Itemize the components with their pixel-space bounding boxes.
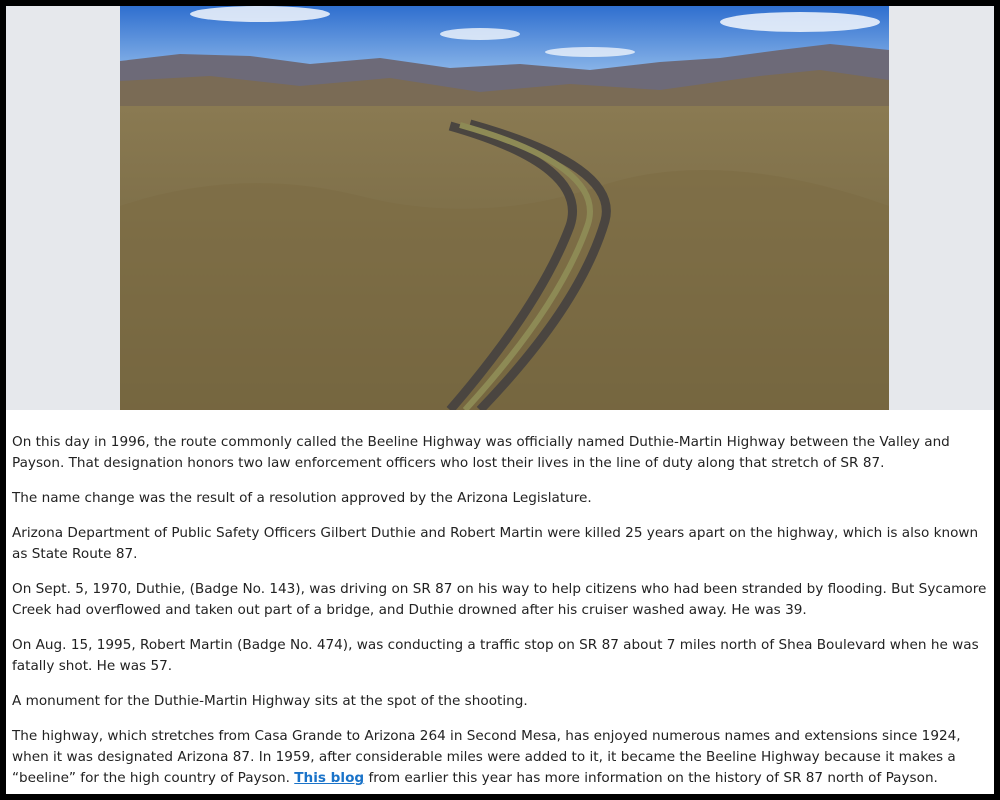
paragraph-monument: A monument for the Duthie-Martin Highway sits at the spot of the shooting. [12, 693, 528, 709]
paragraph-martin: On Aug. 15, 1995, Robert Martin (Badge No. 474), was conducting a traffic stop on SR 87 about 7 miles north of Shea Boulevard when he was fatally shot. He was 57. [12, 637, 979, 674]
history-text-after: from earlier this year has more information on the history of SR 87 north of Payson. [364, 770, 938, 786]
history-text-before: The highway, which stretches from Casa Grande to Arizona 264 in Second Mesa, has enjoyed numerous names and extensions since 1924, when it was designated Arizona 87. In 1959, after considerable miles were added to it, it became the Beeline Highway because it makes a “beeline” for the high country of Payson. [12, 728, 961, 786]
paragraph-officers: Arizona Department of Public Safety Officers Gilbert Duthie and Robert Martin were killed 25 years apart on the highway, which is also known as State Route 87. [12, 525, 979, 562]
hero-photo [120, 6, 889, 410]
hero-banner [6, 6, 994, 410]
paragraph-history [12, 726, 988, 789]
blog-link[interactable]: This blog [294, 770, 365, 786]
paragraph-resolution: The name change was the result of a resolution approved by the Arizona Legislature. [12, 490, 592, 506]
page-frame [6, 6, 994, 794]
paragraph-intro: On this day in 1996, the route commonly called the Beeline Highway was officially named Duthie-Martin Highway between the Valley and Payson. That designation honors two law enforcement officers who lost their lives in the line of duty along that stretch of SR 87. [12, 434, 950, 471]
paragraph-duthie: On Sept. 5, 1970, Duthie, (Badge No. 143), was driving on SR 87 on his way to help citizens who had been stranded by flooding. But Sycamore Creek had overflowed and taken out part of a bridge, and Duthie drowned after his cruiser washed away. He was 39. [12, 581, 987, 618]
article-body [6, 410, 994, 789]
